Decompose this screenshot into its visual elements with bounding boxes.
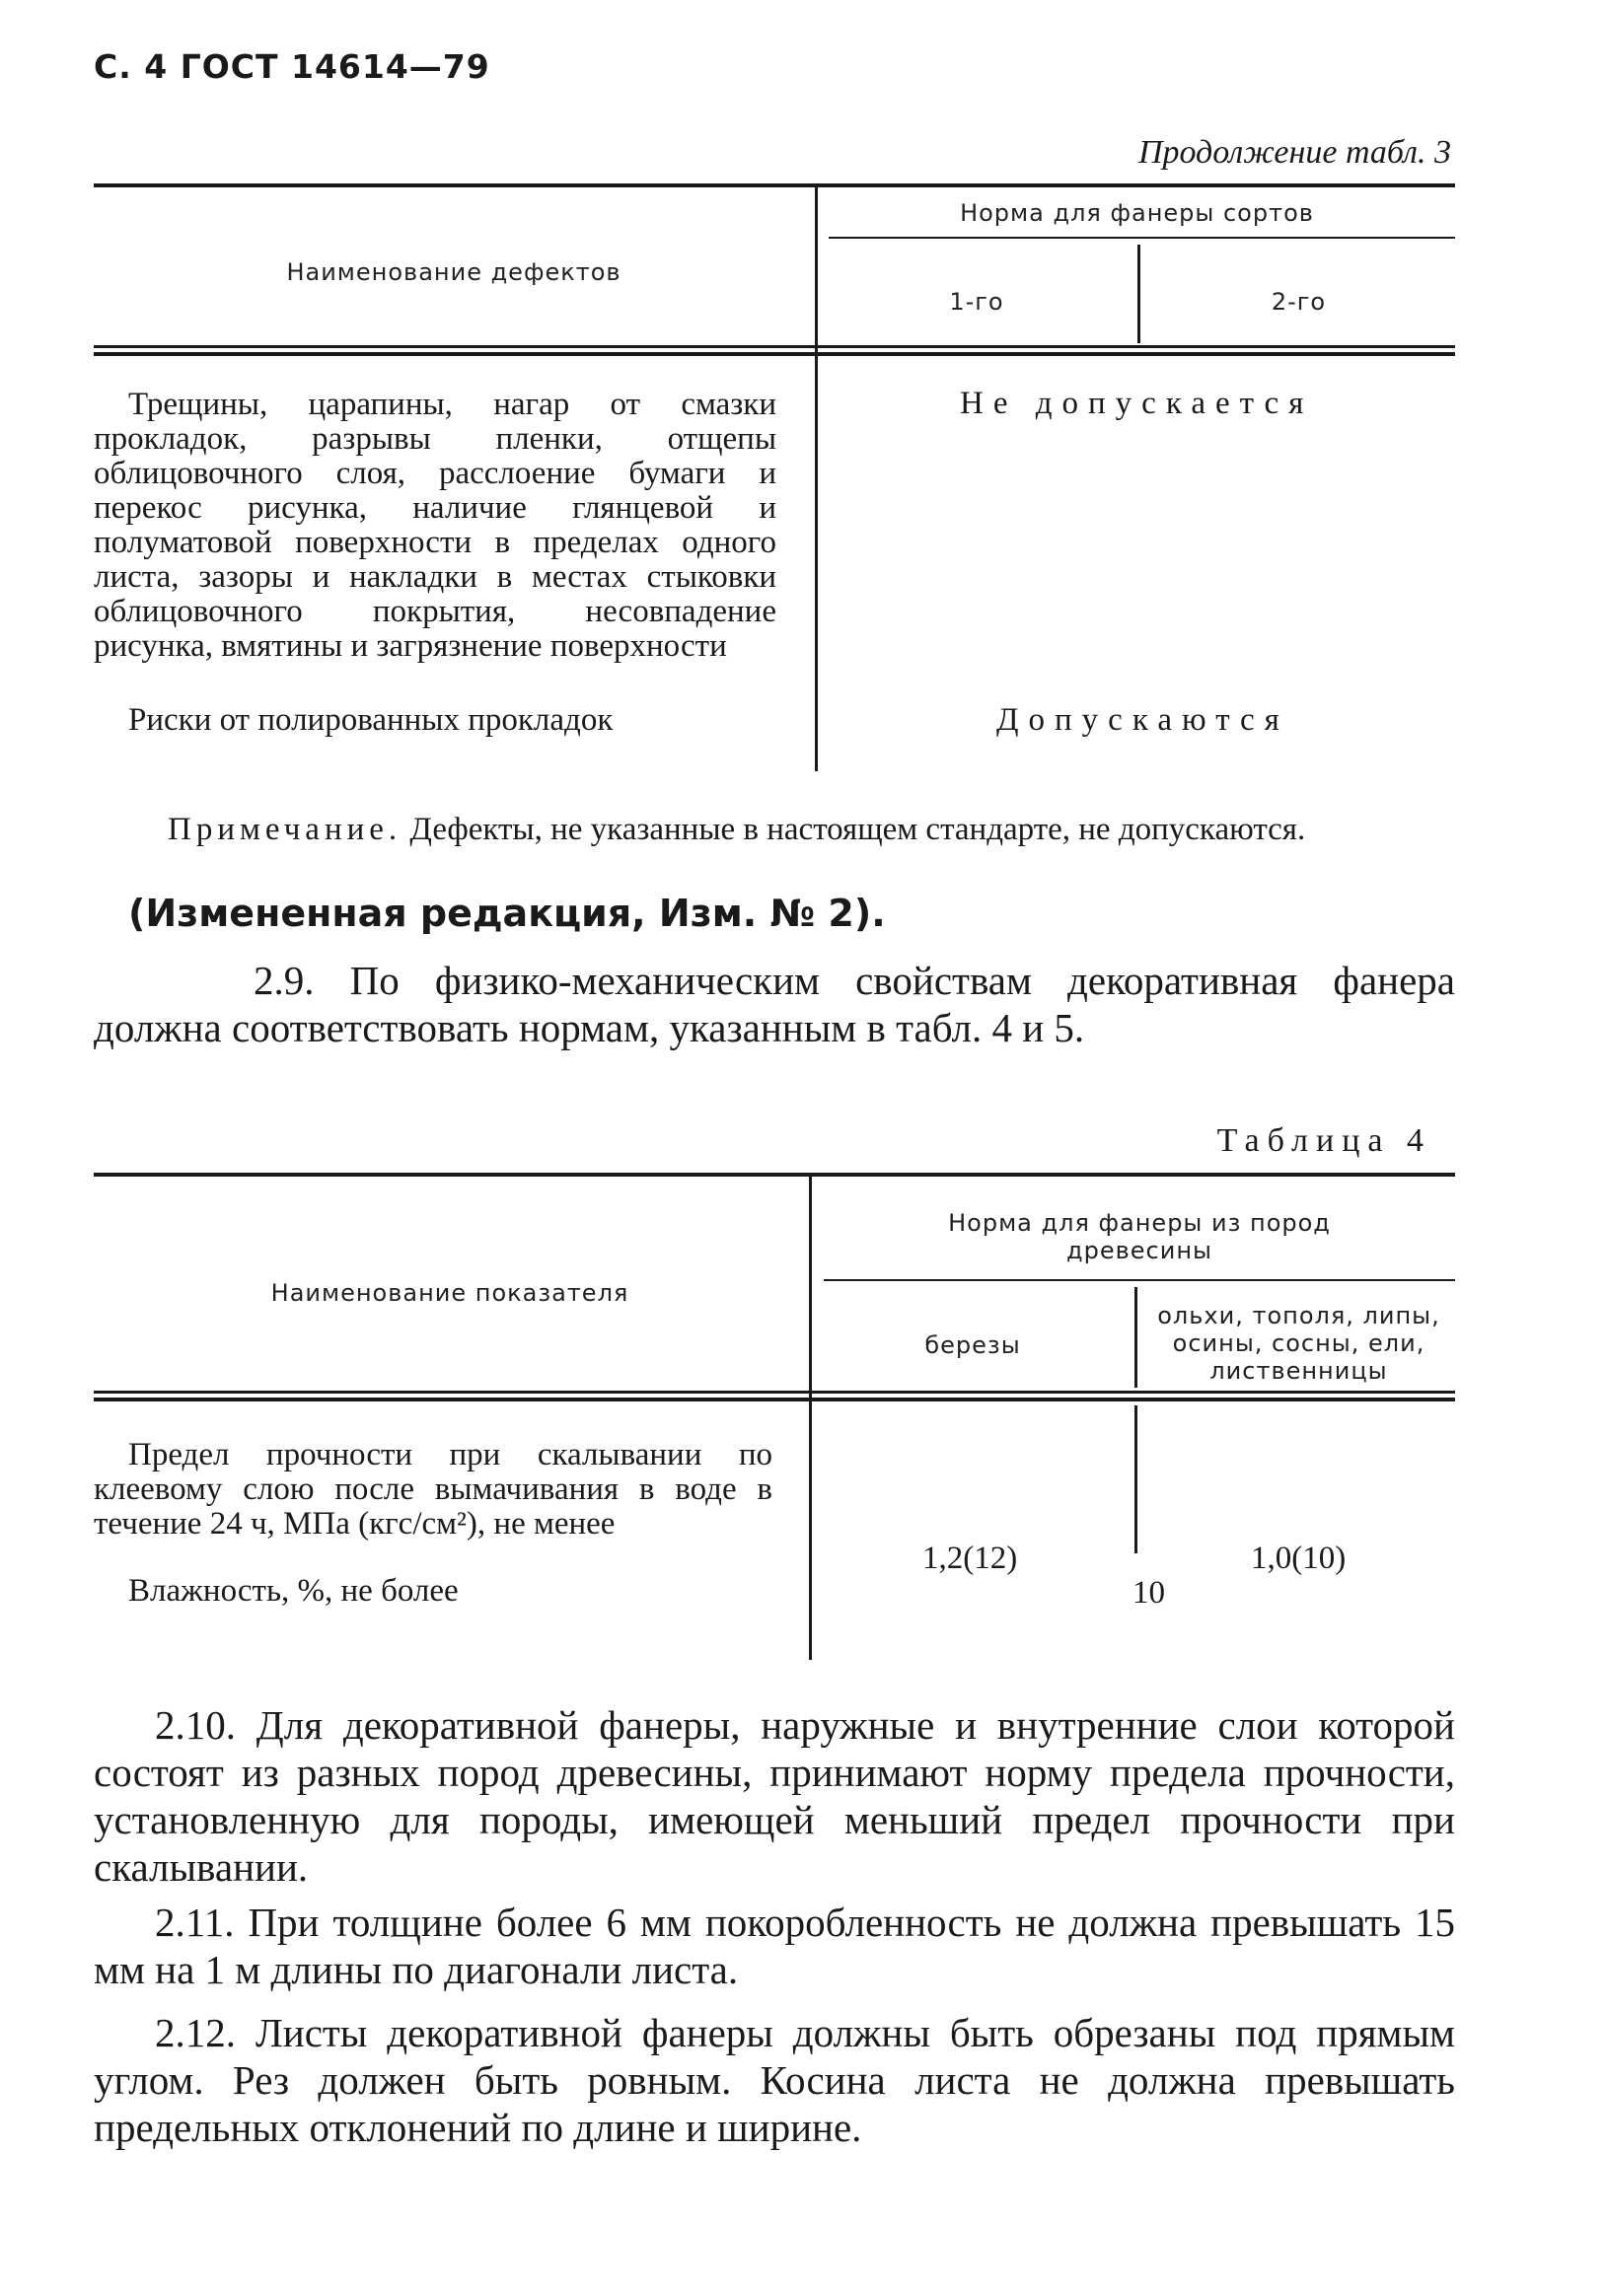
indicator-row-name: Влажность, %, не более	[128, 1573, 459, 1609]
paragraph-2-9: 2.9. По физико-механическим свойствам декоративная фанера должна соответствовать нормам, указанным в табл. 4 и 5.	[94, 958, 1455, 1050]
revision-note: (Измененная редакция, Изм. № 2).	[128, 892, 886, 935]
page-header: С. 4 ГОСТ 14614—79	[94, 47, 490, 86]
col-header-norm-group: Норма для фанеры сортов	[960, 199, 1314, 227]
table-top-rule	[94, 183, 1455, 187]
table-top-rule	[94, 1173, 1455, 1177]
col-header-other-species: ольхи, тополя, липы, осины, сосны, ели, лиственницы	[1157, 1302, 1440, 1385]
col-header-indicator-name: Наименование показателя	[270, 1279, 629, 1307]
col-header-sort-1: 1-го	[949, 288, 1004, 316]
defect-row-name: Риски от полированных прокладок	[128, 702, 614, 738]
table-header-rule-2	[94, 352, 1455, 356]
table-subcol-divider	[1134, 1287, 1137, 1388]
table-header-rule	[94, 345, 1455, 348]
table-subcol-divider	[1137, 245, 1140, 343]
col-header-birch: березы	[924, 1331, 1021, 1359]
table-group-rule	[824, 1279, 1455, 1281]
table-subcol-divider	[1134, 1405, 1137, 1553]
defect-row-norm: Допускаются	[996, 702, 1289, 738]
indicator-row-birch: 1,2(12)	[922, 1541, 1018, 1576]
note-text: Дефекты, не указанные в настоящем стандарте, не допускаются.	[409, 812, 1306, 847]
paragraph-2-11: 2.11. При толщине более 6 мм покоробленность не должна превышать 15 мм на 1 м длины по диагонали листа.	[94, 1900, 1455, 1992]
table-col-divider	[809, 1177, 812, 1660]
col-header-norm-group: Норма для фанеры из пород древесины	[948, 1209, 1331, 1264]
table-header-rule	[94, 1391, 1455, 1394]
note-lead: Примечание.	[168, 812, 402, 847]
table-note	[94, 812, 1455, 848]
table-continuation-label: Продолжение табл. 3	[1137, 134, 1451, 171]
indicator-row-name: Предел прочности при скалывании по клеевому слою после вымачивания в воде в течение 24 ч, МПа (кгс/см²), не менее	[94, 1437, 772, 1542]
paragraph-2-12: 2.12. Листы декоративной фанеры должны быть обрезаны под прямым углом. Рез должен быть ровным. Косина листа не должна превышать предельных отклонений по длине и ширине.	[94, 2010, 1455, 2150]
col-header-sort-2: 2-го	[1271, 288, 1327, 316]
table-header-rule-2	[94, 1398, 1455, 1401]
defect-row-name: Трещины, царапины, нагар от смазки прокладок, разрывы пленки, отщепы облицовочного слоя, расслоение бумаги и перекос рисунка, наличие глянцевой и полуматовой поверхности в пределах одного листа, зазоры и накладки в местах стыковки облицовочного покрытия, несовпадение рисунка, вмятины и загрязнение поверхности	[94, 387, 776, 664]
table-col-divider	[815, 187, 818, 771]
paragraph-2-10: 2.10. Для декоративной фанеры, наружные и внутренние слои которой состоят из разных пород древесины, принимают норму предела прочности, установленную для породы, имеющей меньший предел прочности при скалывании.	[94, 1702, 1455, 1890]
defect-row-norm: Не допускается	[960, 386, 1314, 421]
col-header-defect-name: Наименование дефектов	[286, 258, 621, 286]
table-group-rule	[829, 237, 1455, 239]
indicator-row-other: 1,0(10)	[1251, 1541, 1347, 1576]
indicator-row-both: 10	[1132, 1575, 1165, 1611]
table-4-title: Таблица 4	[1216, 1122, 1431, 1159]
